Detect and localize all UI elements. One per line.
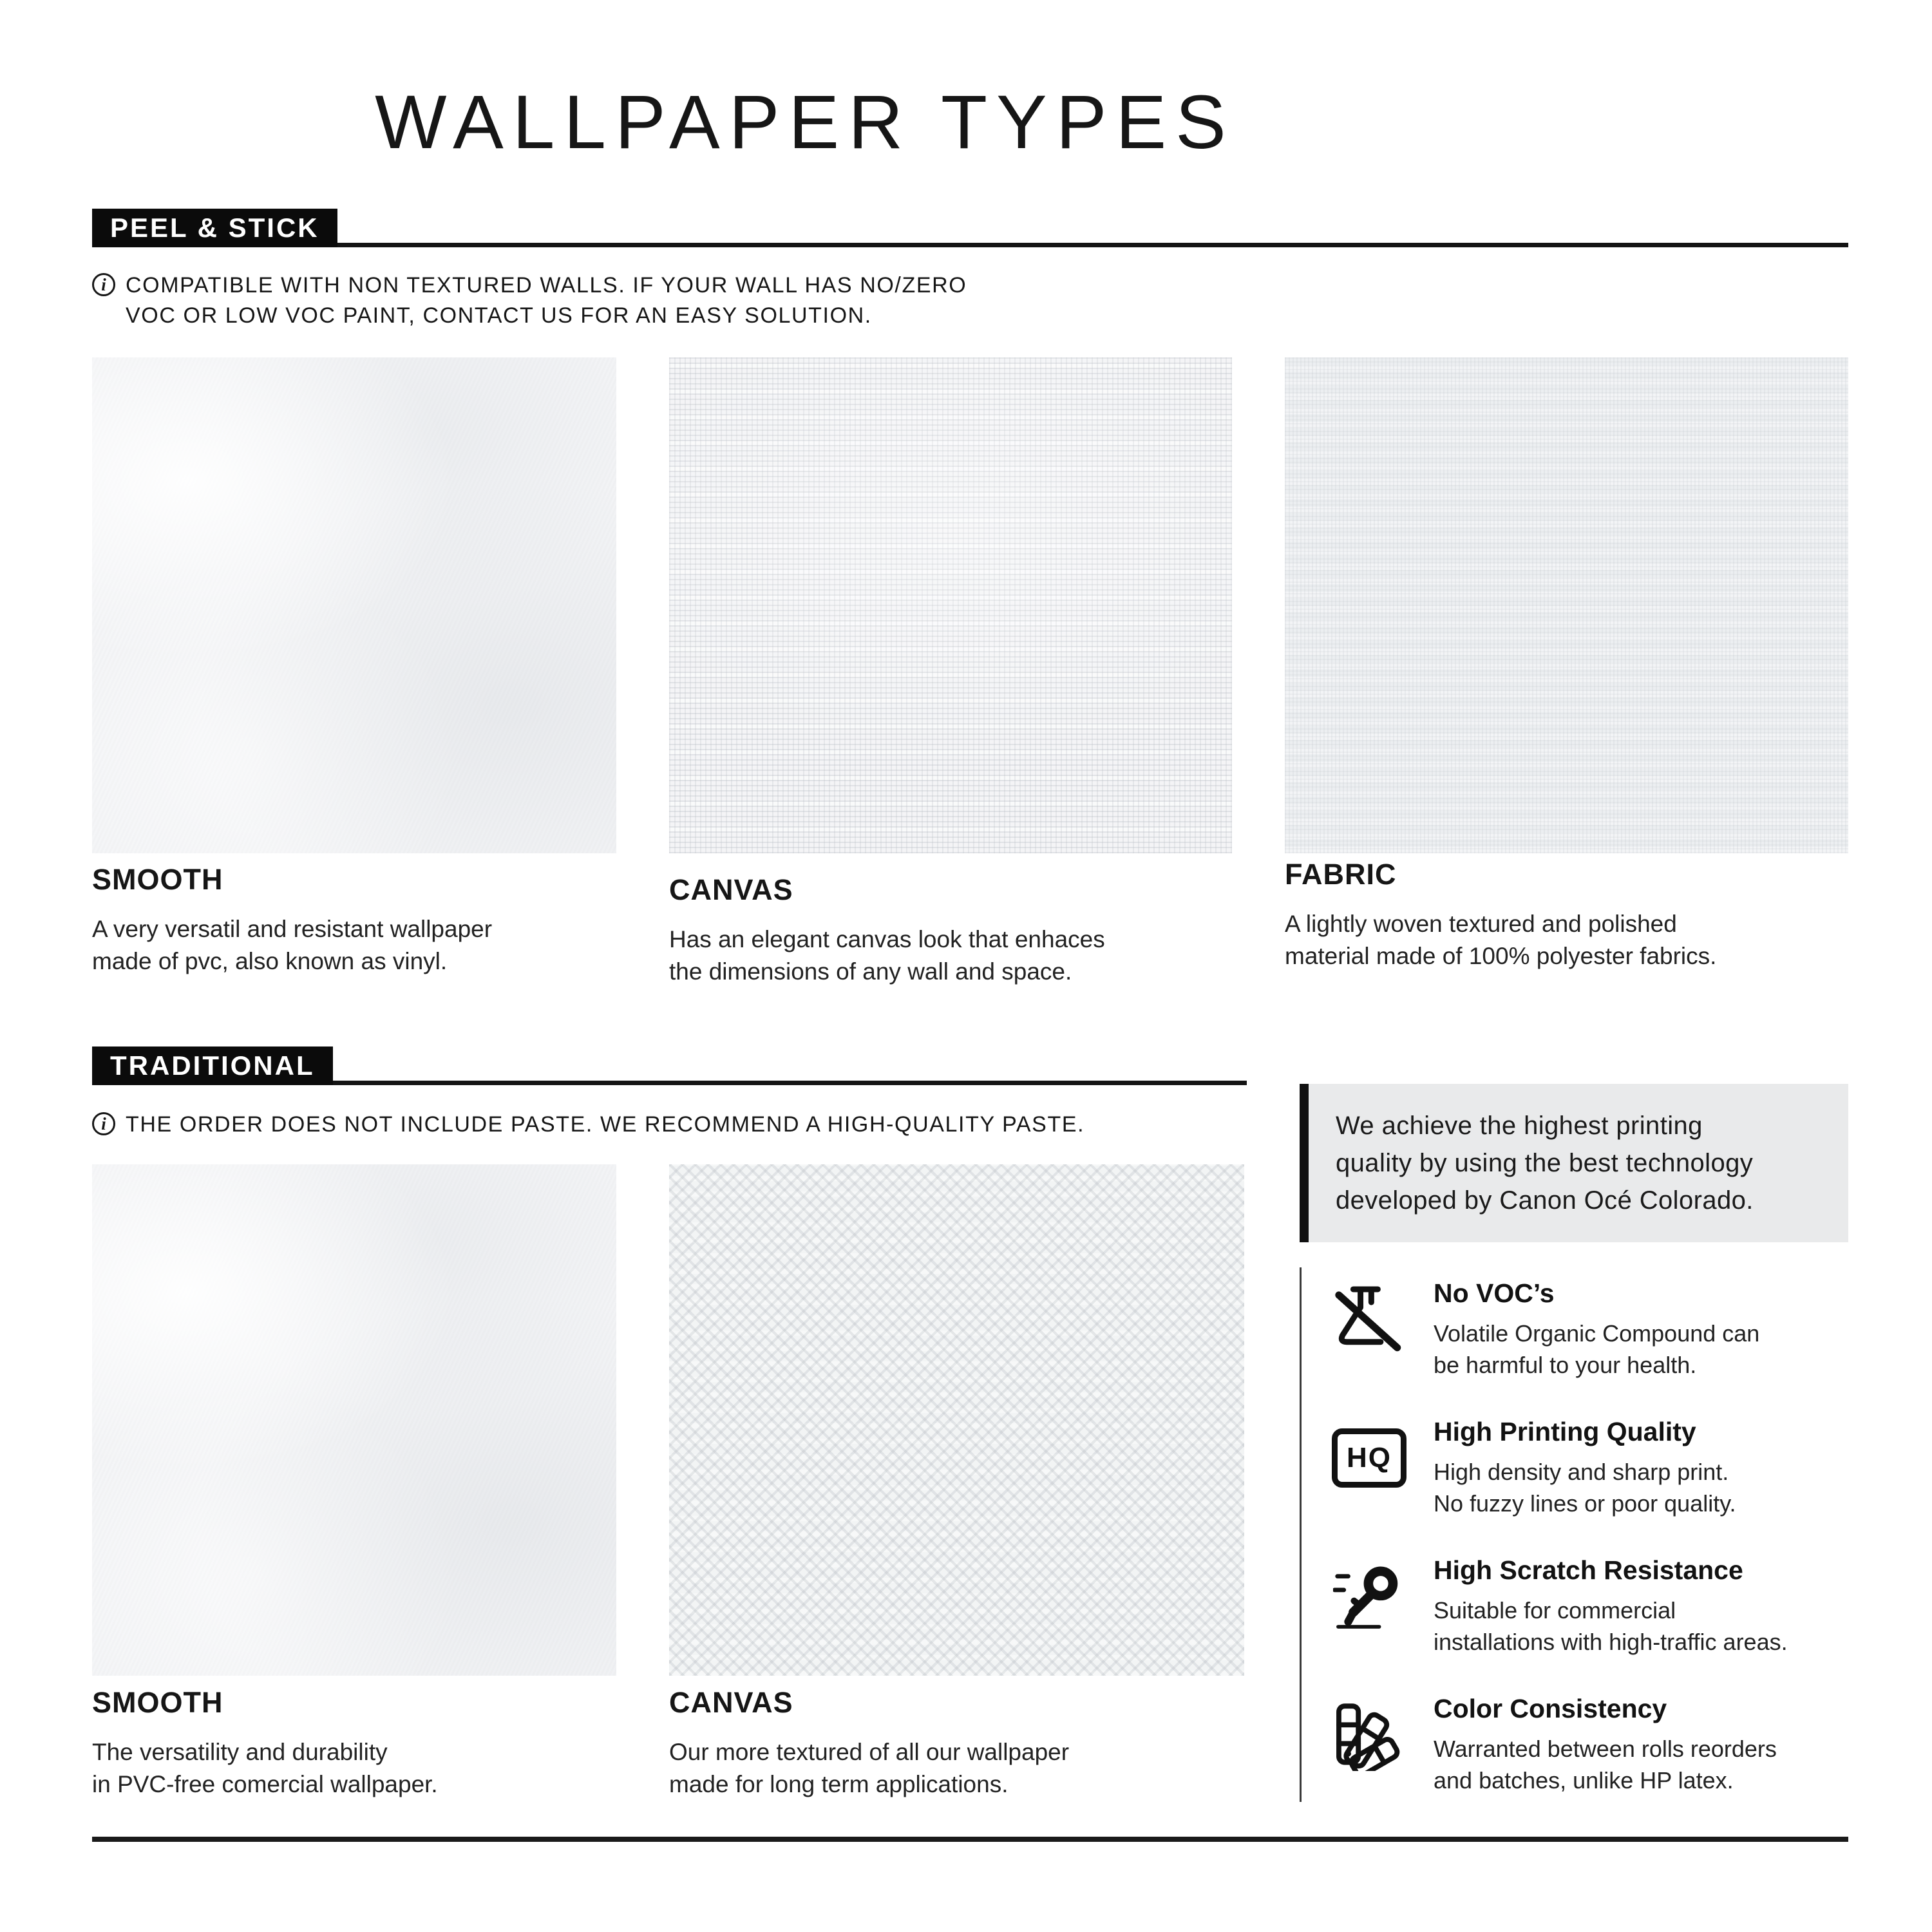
peel-stick-header-rule xyxy=(92,243,1848,247)
smooth-texture-swatch xyxy=(92,357,616,853)
info-icon: i xyxy=(92,273,115,296)
feature-text xyxy=(1434,1417,1736,1519)
feature-text xyxy=(1434,1555,1788,1658)
features-divider-line xyxy=(1300,1267,1302,1802)
canvas-caption xyxy=(669,1686,1069,1801)
traditional-note-text xyxy=(126,1110,1084,1140)
fabric-texture-swatch xyxy=(1285,357,1848,853)
feature-text xyxy=(1434,1694,1777,1796)
feature-line: Suitable for commercial xyxy=(1434,1597,1676,1624)
canvas-texture-swatch xyxy=(669,1164,1244,1676)
smooth-caption xyxy=(92,863,492,978)
type-name: CANVAS xyxy=(669,873,793,906)
fabric-caption xyxy=(1285,858,1716,972)
smooth-texture-swatch xyxy=(92,1164,616,1676)
statement-line: developed by Canon Océ Colorado. xyxy=(1336,1186,1754,1215)
no-voc-flask-icon xyxy=(1332,1282,1406,1357)
hq-badge-label: HQ xyxy=(1332,1428,1406,1488)
traditional-note xyxy=(92,1110,1084,1140)
feature-title: Color Consistency xyxy=(1434,1694,1667,1723)
type-name: SMOOTH xyxy=(92,863,223,896)
feature-high-printing-quality xyxy=(1332,1417,1736,1519)
peel-stick-note xyxy=(92,270,967,331)
info-icon: i xyxy=(92,1112,115,1135)
type-description-line: the dimensions of any wall and space. xyxy=(669,958,1072,985)
feature-title: No VOC’s xyxy=(1434,1278,1555,1308)
peel-stick-note-text xyxy=(126,270,967,331)
hq-badge-icon xyxy=(1332,1421,1406,1495)
bottom-divider-rule xyxy=(92,1837,1848,1842)
feature-line: Warranted between rolls reorders xyxy=(1434,1736,1777,1762)
feature-line: be harmful to your health. xyxy=(1434,1352,1697,1378)
type-description-line: Has an elegant canvas look that enhaces xyxy=(669,926,1105,952)
type-description-line: made of pvc, also known as vinyl. xyxy=(92,948,448,974)
canvas-texture-swatch xyxy=(669,357,1232,853)
statement-line: quality by using the best technology xyxy=(1336,1149,1754,1177)
feature-line: and batches, unlike HP latex. xyxy=(1434,1767,1734,1794)
type-description-line: A very versatil and resistant wallpaper xyxy=(92,916,493,942)
canvas-caption xyxy=(669,873,1105,988)
note-line: THE ORDER DOES NOT INCLUDE PASTE. WE RECOMMEND A HIGH-QUALITY PASTE. xyxy=(126,1112,1085,1137)
peel-stick-section-label: PEEL & STICK xyxy=(92,209,337,247)
feature-title: High Scratch Resistance xyxy=(1434,1555,1743,1585)
statement-line: We achieve the highest printing xyxy=(1336,1112,1703,1140)
type-description-line: material made of 100% polyester fabrics. xyxy=(1285,943,1717,969)
traditional-section-label: TRADITIONAL xyxy=(92,1046,333,1085)
type-name: SMOOTH xyxy=(92,1686,223,1719)
type-name: FABRIC xyxy=(1285,858,1397,891)
feature-line: No fuzzy lines or poor quality. xyxy=(1434,1490,1736,1517)
feature-no-voc xyxy=(1332,1278,1759,1381)
feature-line: High density and sharp print. xyxy=(1434,1459,1729,1485)
type-description-line: Our more textured of all our wallpaper xyxy=(669,1739,1070,1765)
feature-line: installations with high-traffic areas. xyxy=(1434,1629,1788,1655)
note-line: VOC OR LOW VOC PAINT, CONTACT US FOR AN EASY SOLUTION. xyxy=(126,303,872,328)
feature-high-scratch-resistance xyxy=(1332,1555,1788,1658)
feature-title: High Printing Quality xyxy=(1434,1417,1696,1446)
type-description-line: The versatility and durability xyxy=(92,1739,388,1765)
type-description-line: made for long term applications. xyxy=(669,1771,1009,1797)
note-line: COMPATIBLE WITH NON TEXTURED WALLS. IF YOUR WALL HAS NO/ZERO xyxy=(126,273,967,298)
printing-quality-statement xyxy=(1300,1084,1848,1242)
type-name: CANVAS xyxy=(669,1686,793,1719)
page-title: WALLPAPER TYPES xyxy=(375,80,1235,165)
smooth-caption xyxy=(92,1686,438,1801)
feature-line: Volatile Organic Compound can xyxy=(1434,1320,1760,1347)
feature-text xyxy=(1434,1278,1759,1381)
type-description-line: in PVC-free comercial wallpaper. xyxy=(92,1771,438,1797)
type-description-line: A lightly woven textured and polished xyxy=(1285,911,1677,937)
scratch-key-icon xyxy=(1332,1559,1406,1634)
feature-color-consistency xyxy=(1332,1694,1777,1796)
color-swatches-icon xyxy=(1332,1698,1406,1772)
